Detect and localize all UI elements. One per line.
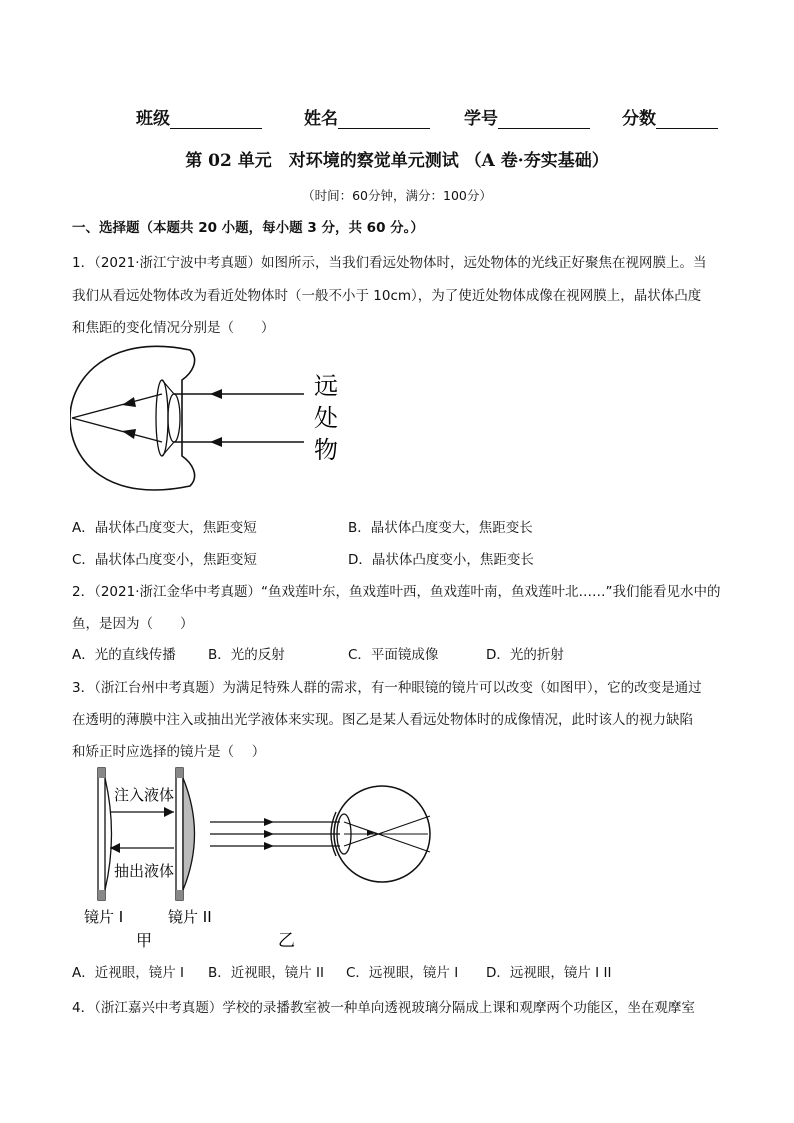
student-id-label: 学号 xyxy=(464,109,498,129)
question-1-line-1: 1．（2021·浙江宁波中考真题）如图所示，当我们看远处物体时，远处物体的光线正好聚焦在视网膜上。当 xyxy=(72,255,707,271)
test-subtitle: （时间：60分钟，满分：100分） xyxy=(302,188,492,203)
lens-front xyxy=(156,380,168,456)
figure-jia-label: 甲 xyxy=(136,931,153,950)
section-heading: 一、选择题（本题共 20 小题，每小题 3 分，共 60 分。） xyxy=(72,220,424,236)
eyeball-outline xyxy=(70,346,195,490)
class-blank[interactable] xyxy=(170,110,262,129)
extract-label: 抽出液体 xyxy=(114,862,175,880)
figure-yi-label: 乙 xyxy=(278,931,295,951)
question-3-line-1: 3．（浙江台州中考真题）为满足特殊人群的需求，有一种眼镜的镜片可以改变（如图甲），它的改变是通过 xyxy=(72,680,702,696)
q1-option-a[interactable]: A．晶状体凸度变大，焦距变短 xyxy=(72,520,257,536)
q3-option-d[interactable]: D．远视眼，镜片 I II xyxy=(486,965,612,981)
question-1-line-3: 和焦距的变化情况分别是（ ） xyxy=(72,320,275,336)
name-field[interactable] xyxy=(304,104,430,129)
inject-label: 注入液体 xyxy=(114,786,175,804)
q2-option-b[interactable]: B．光的反射 xyxy=(208,647,285,663)
lens-2-curve xyxy=(183,778,195,890)
far-label-1: 远 xyxy=(314,372,338,400)
q3-option-a[interactable]: A．近视眼，镜片 I xyxy=(72,965,185,981)
question-3-line-3: 和矫正时应选择的镜片是（ ） xyxy=(72,744,266,760)
q1-option-c[interactable]: C．晶状体凸度变小，焦距变短 xyxy=(72,552,257,568)
name-blank[interactable] xyxy=(338,110,430,129)
q3-option-b[interactable]: B．近视眼，镜片 II xyxy=(208,965,325,981)
test-title: 第 02 单元 对环境的察觉单元测试 （A 卷·夯实基础） xyxy=(185,151,609,171)
lens-1-frame xyxy=(98,768,105,900)
class-field[interactable] xyxy=(136,104,262,129)
lens-and-eye-diagram xyxy=(78,764,448,954)
q2-option-c[interactable]: C．平面镜成像 xyxy=(348,647,439,663)
student-id-blank[interactable] xyxy=(498,110,590,129)
student-id-field[interactable] xyxy=(464,104,590,129)
lens-2-label: 镜片 II xyxy=(168,908,212,926)
class-label: 班级 xyxy=(136,109,170,129)
far-label-2: 处 xyxy=(314,404,338,432)
q2-option-d[interactable]: D．光的折射 xyxy=(486,647,564,663)
lens-1-curve xyxy=(105,778,112,890)
score-blank[interactable] xyxy=(656,110,718,129)
eye-focus-diagram xyxy=(70,338,360,498)
question-2-line-1: 2．（2021·浙江金华中考真题）“鱼戏莲叶东，鱼戏莲叶西，鱼戏莲叶南，鱼戏莲叶北……”我们能看见水中的 xyxy=(72,584,721,600)
score-field[interactable] xyxy=(622,104,718,129)
question-1-line-2: 我们从看远处物体改为看近处物体时（一般不小于 10cm），为了使近处物体成像在视网膜上，晶状体凸度 xyxy=(72,288,702,304)
lens-back xyxy=(168,394,180,442)
lens-2-frame xyxy=(176,768,183,900)
score-label: 分数 xyxy=(622,109,656,129)
q1-option-d[interactable]: D．晶状体凸度变小，焦距变长 xyxy=(348,552,534,568)
question-4-line-1: 4．（浙江嘉兴中考真题）学校的录播教室被一种单向透视玻璃分隔成上课和观摩两个功能区，坐在观摩室 xyxy=(72,1000,695,1016)
q2-option-a[interactable]: A．光的直线传播 xyxy=(72,647,176,663)
far-label-3: 物 xyxy=(314,436,338,464)
q3-option-c[interactable]: C．远视眼，镜片 I xyxy=(346,965,459,981)
q1-option-b[interactable]: B．晶状体凸度变大，焦距变长 xyxy=(348,520,533,536)
name-label: 姓名 xyxy=(304,109,338,129)
question-2-line-2: 鱼，是因为（ ） xyxy=(72,616,194,632)
question-3-line-2: 在透明的薄膜中注入或抽出光学液体来实现。图乙是某人看远处物体时的成像情况，此时该人的视力缺陷 xyxy=(72,712,693,728)
lens-1-label: 镜片 I xyxy=(84,908,124,926)
